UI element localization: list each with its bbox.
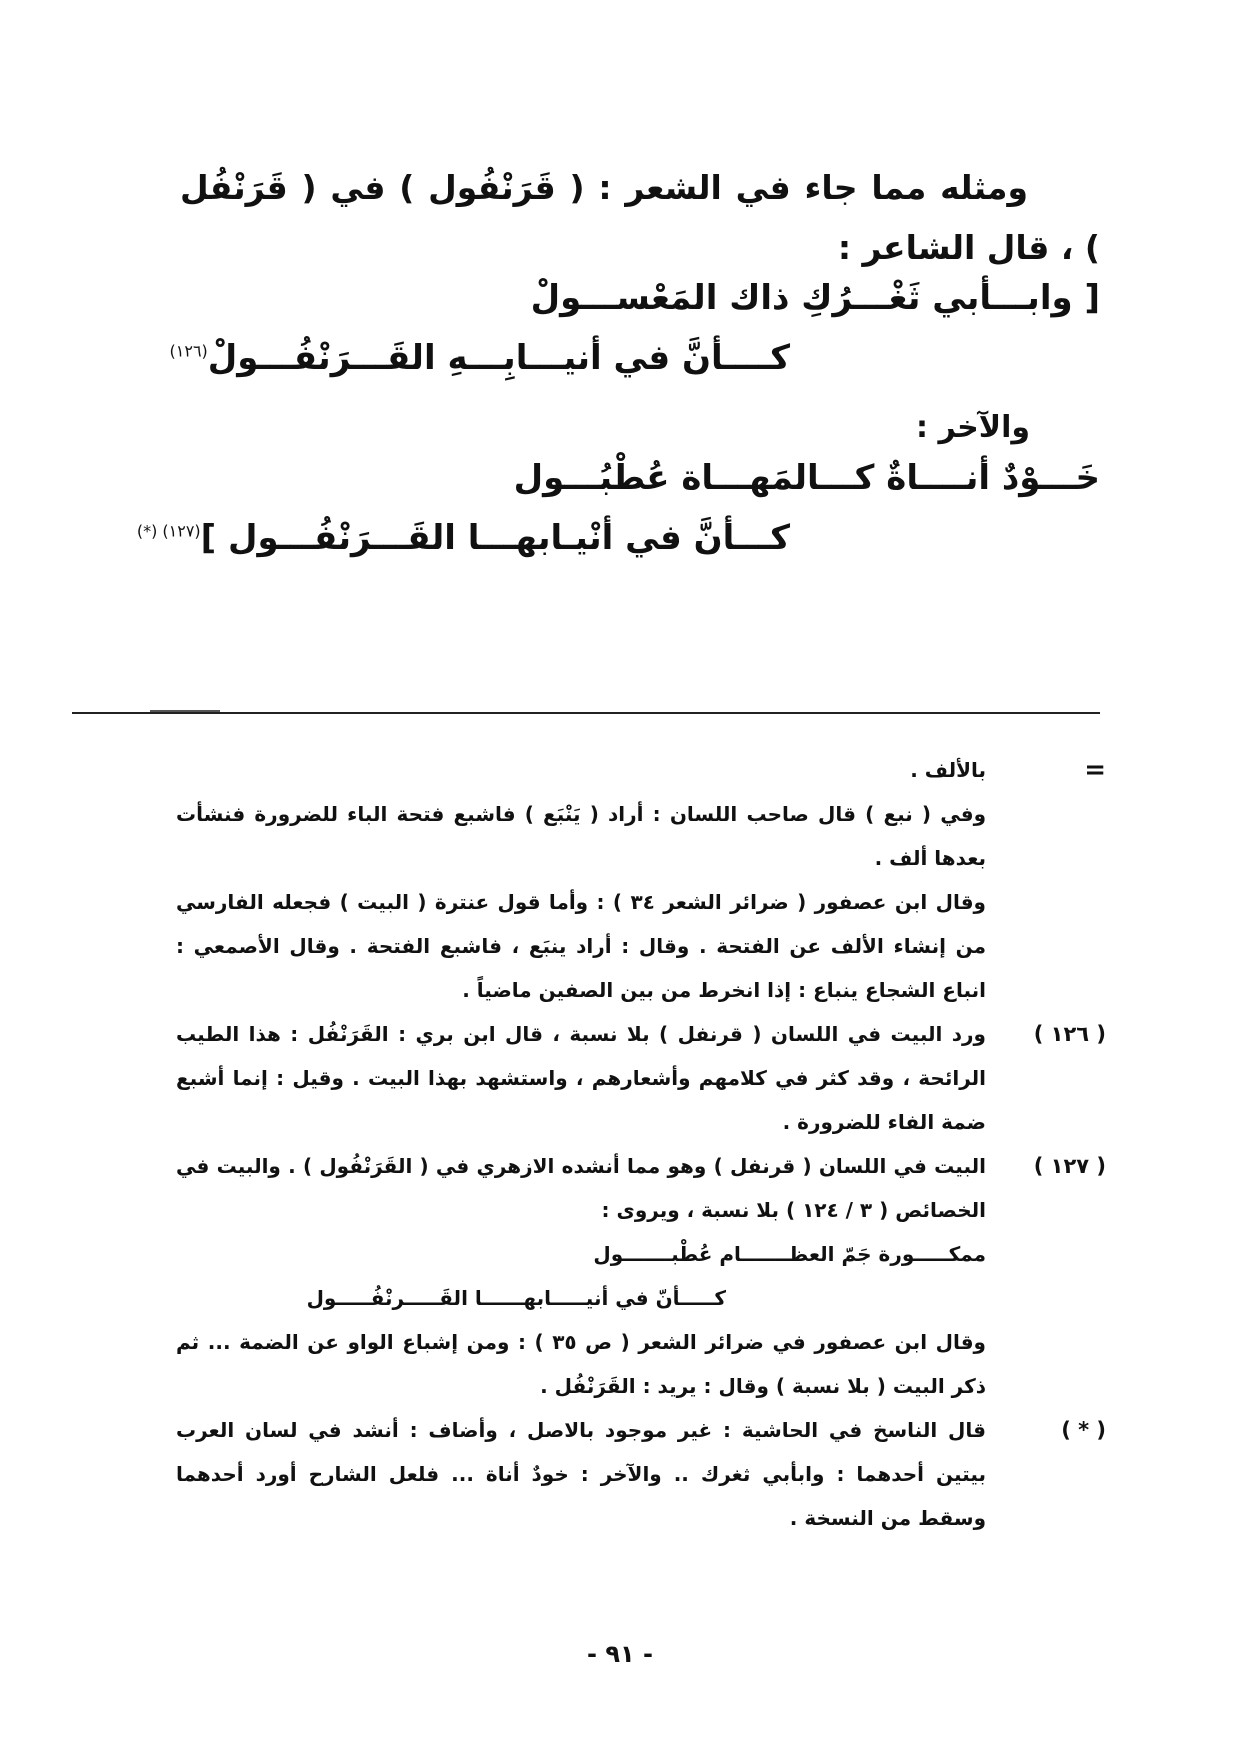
page-number: - ٩١ - [587, 1640, 653, 1668]
footnote-127-marker: ( ١٢٧ ) [1033, 1154, 1106, 1178]
intro-paragraph: ومثله مما جاء في الشعر : ( قَرَنْفُول ) في ( قَرَنْفُل ) ، قال الشاعر : [180, 168, 1100, 267]
verse-2-hemistich-1: خَـــوْدٌ أنــــاةٌ كـــالمَهـــاة عُطْبُـــول [513, 458, 1100, 498]
footnote-127-text: البيت في اللسان ( قرنفل ) وهو مما أنشده الازهري في ( القَرَنْفُول ) . والبيت في الخصائص ( ٣ / ١٢٤ ) بلا نسبة ، ويروى : [176, 1154, 986, 1222]
main-text [136, 158, 1100, 578]
second-poet-label: والآخر : [916, 410, 1030, 445]
footnote-127-verse-line-2 [176, 1276, 986, 1320]
footnote-cont-1: بالألف . [910, 758, 986, 782]
footnote-127-verse-a: ممكـــــورة جَمّ العظـــــــام عُطْبـــــــول [593, 1242, 986, 1266]
verse-1-hemistich-2 [170, 338, 791, 378]
footnote-star-text: قال الناسخ في الحاشية : غير موجود بالاصل ، وأضاف : أنشد في لسان العرب بيتين أحدهما : وابأبي ثغرك .. والآخر : خودٌ أناة ... فلعل الشارح أورد أحدهما وسقط من النسخة . [176, 1418, 986, 1530]
verse-2-hemistich-2-text: كـــأنَّ في أنْيـابهـــا القَـــرَنْفُـــول ] [200, 518, 790, 558]
verse-1-hemistich-2-text: كــــأنَّ في أنيـــابِـــهِ القَـــرَنْفُـــولْ [207, 338, 790, 378]
footnote-cont-2: وفي ( نبع ) قال صاحب اللسان : أراد ( يَنْبَع ) فاشبع فتحة الباء للضرورة فنشأت بعدها ألف . [176, 802, 986, 870]
verse-1-hemistich-1: [ وابـــأبي ثَغْـــرُكِ ذاك المَعْســـولْ [530, 278, 1100, 318]
verse-1-line-2 [169, 338, 1100, 398]
footnote-127-end: وقال ابن عصفور في ضرائر الشعر ( ص ٣٥ ) : ومن إشباع الواو عن الضمة ... ثم ذكر البيت ( بلا نسبة ) وقال : يريد : القَرَنْفُل . [176, 1330, 986, 1398]
footnote-separator [72, 712, 1100, 714]
continuation-mark: = [1084, 755, 1106, 785]
footnote-127 [176, 1144, 1106, 1408]
verse-2-line-1 [180, 458, 1100, 518]
footnote-continued [176, 748, 1106, 1012]
footnote-ref-127: (١٢٧) (*) [136, 521, 201, 541]
footnote-star [176, 1408, 1106, 1540]
footnote-star-marker: ( * ) [1061, 1418, 1106, 1442]
footnote-126 [176, 1012, 1106, 1144]
footnote-ref-126: (١٢٦) [169, 341, 208, 361]
footnote-126-text: ورد البيت في اللسان ( قرنفل ) بلا نسبة ، قال ابن بري : القَرَنْفُل : هذا الطيب الرائحة ، وقد كثر في كلامهم وأشعارهم ، واستشهد بهذا البيت . وقيل : إنما أشبع ضمة الفاء للضرورة . [176, 1022, 986, 1134]
footnote-127-verse-b: كـــــأنّ في أنيـــــابهــــــا القَـــــرنْفُـــــول [306, 1286, 726, 1310]
verse-2-line-2 [136, 518, 1100, 578]
verse-1-line-1 [180, 278, 1100, 338]
footnotes [176, 748, 1106, 1540]
footnote-cont-3: وقال ابن عصفور ( ضرائر الشعر ٣٤ ) : وأما قول عنترة ( البيت ) فجعله الفارسي من إنشاء الألف عن الفتحة . وقال : أراد ينبَع ، فاشبع الفتحة . وقال الأصمعي : انباع الشجاع ينباع : إذا انخرط من بين الصفين ماضياً . [176, 890, 986, 1002]
footnote-127-verse-line-1 [176, 1232, 986, 1276]
footnote-126-marker: ( ١٢٦ ) [1033, 1022, 1106, 1046]
verse-2-hemistich-2 [137, 518, 790, 558]
